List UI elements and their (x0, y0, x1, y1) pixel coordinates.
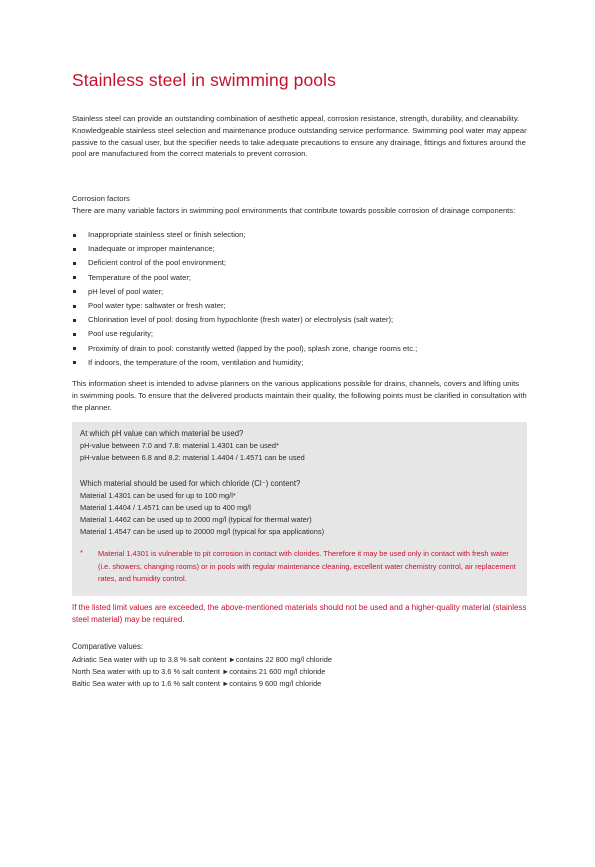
comparative-value-line: Adriatic Sea water with up to 3.8 % salt content ►contains 22 800 mg/l chloride (72, 655, 332, 664)
corrosion-factors-section (72, 193, 527, 217)
footnote-text: Material 1.4301 is vulnerable to pit corrosion in contact with clorides. Therefore it may be used only in contact with fresh water (i.e. showers, changing rooms) or in pools with regular maintenance cleaning, excellent water chemistry control, air replacement rates, and humidity control. (98, 549, 516, 584)
intro-paragraph: Stainless steel can provide an outstanding combination of aesthetic appeal, corrosion resistance, strength, durability, and cleanability. Knowledgeable stainless steel selection and maintenance produce outstanding service performance. Swimming pool water may appear passive to the casual user, but the specifier needs to take adequate precautions to ensure any drainage, fittings and fixtures around the pool are manufactured from the correct materials to prevent corrosion. (72, 114, 527, 159)
list-item: Inadequate or improper maintenance; (72, 242, 527, 256)
footnote-marker: * (80, 548, 83, 557)
comparative-value-line: Baltic Sea water with up to 1.6 % salt content ►contains 9 600 mg/l chloride (72, 679, 322, 688)
ph-answer-line: pH-value between 6.8 and 8.2: material 1.4404 / 1.4571 can be used (80, 453, 305, 462)
chloride-answers (80, 490, 324, 538)
chloride-question-heading: Which material should be used for which chloride (Cl⁻) content? (80, 479, 301, 488)
chloride-answer-line: Material 1.4547 can be used up to 20000 mg/l (typical for spa applications) (80, 527, 325, 536)
list-item: Temperature of the pool water; (72, 271, 527, 285)
comparative-values-heading: Comparative values: (72, 642, 144, 651)
ph-answers (80, 440, 305, 464)
chloride-answer-line: Material 1.4301 can be used for up to 100 mg/l* (80, 491, 236, 500)
material-info-box (72, 422, 527, 596)
chloride-answer-line: Material 1.4462 can be used up to 2000 mg/l (typical for thermal water) (80, 515, 312, 524)
chloride-answer-line: Material 1.4404 / 1.4571 can be used up to 400 mg/l (80, 503, 251, 512)
corrosion-factors-lead: There are many variable factors in swimming pool environments that contribute towards possible corrosion of drainage components: (72, 205, 516, 215)
limit-warning: If the listed limit values are exceeded, the above-mentioned materials should not be used and a higher-quality material (stainless steel material) may be required. (72, 603, 527, 625)
list-item: Proximity of drain to pool: constantly wetted (lapped by the pool), splash zone, change rooms etc.; (72, 342, 527, 356)
comparative-value-line: North Sea water with up to 3.6 % salt content ►contains 21 600 mg/l chloride (72, 667, 326, 676)
list-item: Chlorination level of pool: dosing from hypochlorite (fresh water) or electrolysis (salt water); (72, 313, 527, 327)
list-item: If indoors, the temperature of the room, ventilation and humidity; (72, 356, 527, 370)
list-item: Pool water type: saltwater or fresh water; (72, 299, 527, 313)
list-item: Pool use regularity; (72, 327, 527, 341)
info-paragraph: This information sheet is intended to advise planners on the various applications possible for drains, channels, covers and lifting units in swimming pools. To ensure that the delivered products maintain their quality, the following points must be clarified in consultation with the planner. (72, 379, 527, 412)
page-title: Stainless steel in swimming pools (72, 70, 336, 90)
corrosion-factors-list (72, 228, 527, 370)
list-item: Deficient control of the pool environment; (72, 256, 527, 270)
comparative-values-list (72, 654, 332, 690)
list-item: Inappropriate stainless steel or finish selection; (72, 228, 527, 242)
ph-answer-line: pH-value between 7.0 and 7.8: material 1.4301 can be used* (80, 441, 279, 450)
list-item: pH level of pool water; (72, 285, 527, 299)
ph-question-heading: At which pH value can which material be used? (80, 429, 244, 438)
corrosion-factors-heading: Corrosion factors (72, 194, 130, 203)
